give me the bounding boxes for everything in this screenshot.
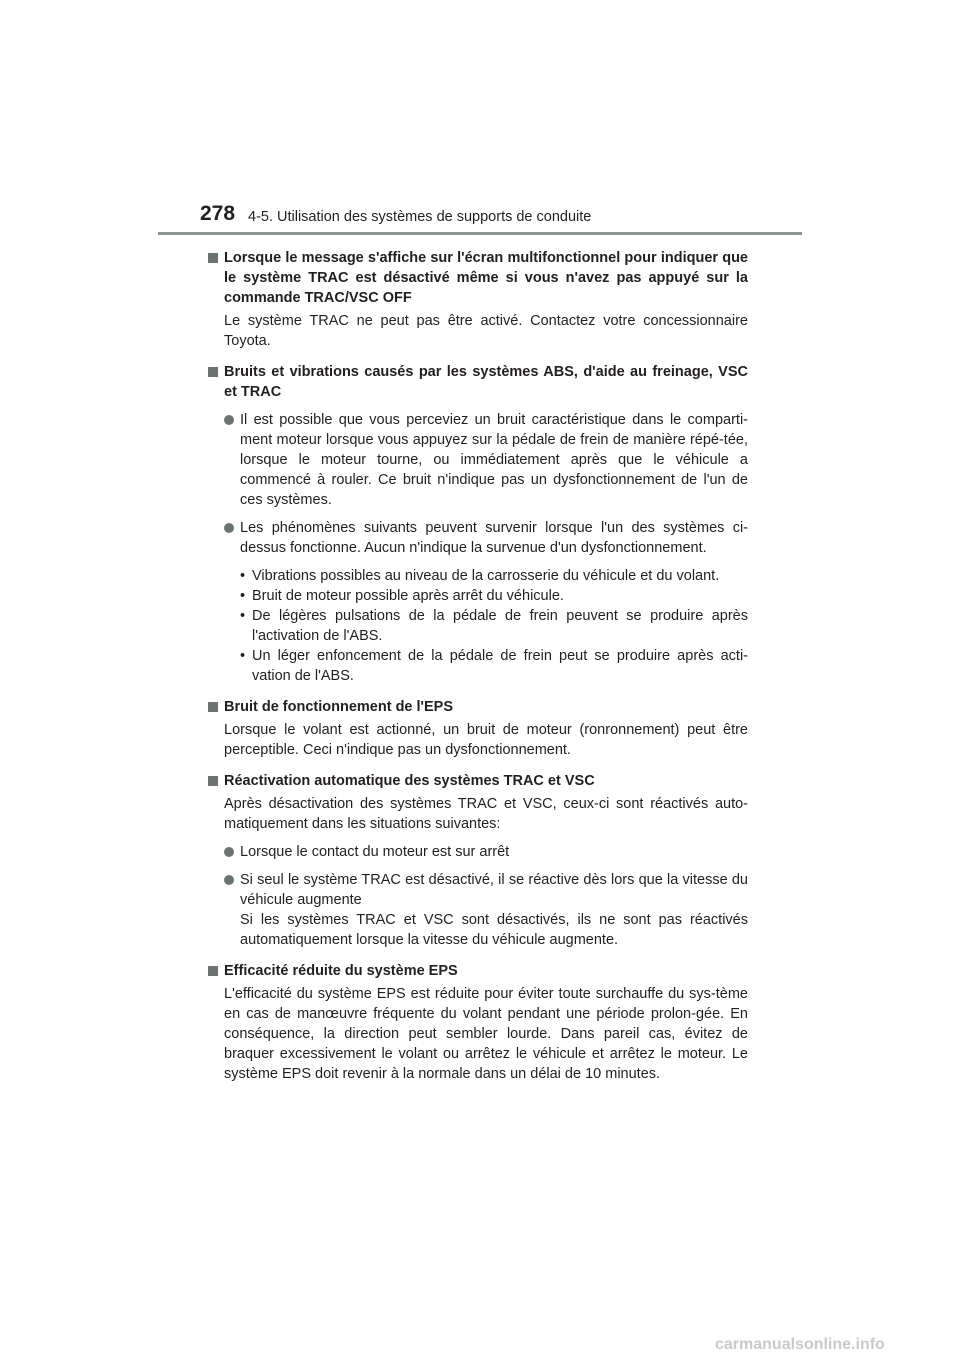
page-number: 278 [200, 202, 236, 225]
header-divider [158, 232, 802, 235]
sub-list-item: • Bruit de moteur possible après arrêt du véhicule. [240, 588, 564, 604]
circle-bullet-icon [224, 847, 234, 857]
circle-bullet-icon [224, 415, 234, 425]
section-heading: Bruit de fonctionnement de l'EPS [208, 697, 748, 717]
section-paragraph: Le système TRAC ne peut pas être activé. Contactez votre concessionnaire Toyota. [224, 313, 748, 349]
sub-list-item: • Vibrations possibles au niveau de la carrosserie du véhicule et du volant. [240, 568, 720, 584]
list-item-continuation: Si les systèmes TRAC et VSC sont désactivés, ils ne sont pas réactivés automatiquement lorsque la vitesse du véhicule augmente. [240, 912, 748, 948]
sub-list-item: • De légères pulsations de la pédale de frein peuvent se produire après l'activation de l'ABS. [240, 608, 748, 644]
section-heading: Lorsque le message s'affiche sur l'écran multifonctionnel pour indiquer que le système TRAC est désactivé même si vous n'avez pas appuyé sur la commande TRAC/VSC OFF [208, 248, 748, 308]
list-item: Si seul le système TRAC est désactivé, il se réactive dès lors que la vitesse du véhicule augmente [208, 870, 748, 910]
section-paragraph: Après désactivation des systèmes TRAC et VSC, ceux-ci sont réactivés auto-matiquement dans les situations suivantes: [224, 796, 748, 832]
list-item: Il est possible que vous perceviez un bruit caractéristique dans le comparti-ment moteur lorsque vous appuyez sur la pédale de frein de manière répé-tée, lorsque le moteur tourne, ou immédiatement après que le véhicule a commencé à rouler. Ce bruit n'indique pas un dysfonctionnement de l'un de ces systèmes. [208, 410, 748, 510]
section-heading: Efficacité réduite du système EPS [208, 961, 748, 981]
square-bullet-icon [208, 702, 218, 712]
section-paragraph: L'efficacité du système EPS est réduite pour éviter toute surchauffe du sys-tème en cas de manœuvre fréquente du volant pendant une période prolon-gée. En conséquence, la direction peut sembler lourde. Dans pareil cas, évitez de braquer excessivement le volant ou arrêtez le véhicule et arrêtez le moteur. Le système EPS doit revenir à la normale dans un délai de 10 minutes. [224, 986, 748, 1082]
section-paragraph: Lorsque le volant est actionné, un bruit de moteur (ronronnement) peut être perceptible. Ceci n'indique pas un dysfonctionnement. [224, 722, 748, 758]
list-item: Les phénomènes suivants peuvent survenir lorsque l'un des systèmes ci-dessus fonctionne. Aucun n'indique la survenue d'un dysfonctionnement. [208, 518, 748, 558]
square-bullet-icon [208, 367, 218, 377]
page-header [0, 0, 960, 240]
section-heading: Bruits et vibrations causés par les systèmes ABS, d'aide au freinage, VSC et TRAC [208, 362, 748, 402]
list-item: Lorsque le contact du moteur est sur arrêt [208, 842, 748, 862]
sub-list-item: • Un léger enfoncement de la pédale de frein peut se produire après acti-vation de l'ABS. [240, 648, 748, 684]
page-content [208, 240, 748, 1084]
square-bullet-icon [208, 966, 218, 976]
section-heading: Réactivation automatique des systèmes TRAC et VSC [208, 771, 748, 791]
circle-bullet-icon [224, 523, 234, 533]
watermark: carmanualsonline.info [715, 1336, 885, 1353]
section-title: 4-5. Utilisation des systèmes de supports de conduite [248, 209, 592, 225]
square-bullet-icon [208, 776, 218, 786]
square-bullet-icon [208, 253, 218, 263]
circle-bullet-icon [224, 875, 234, 885]
